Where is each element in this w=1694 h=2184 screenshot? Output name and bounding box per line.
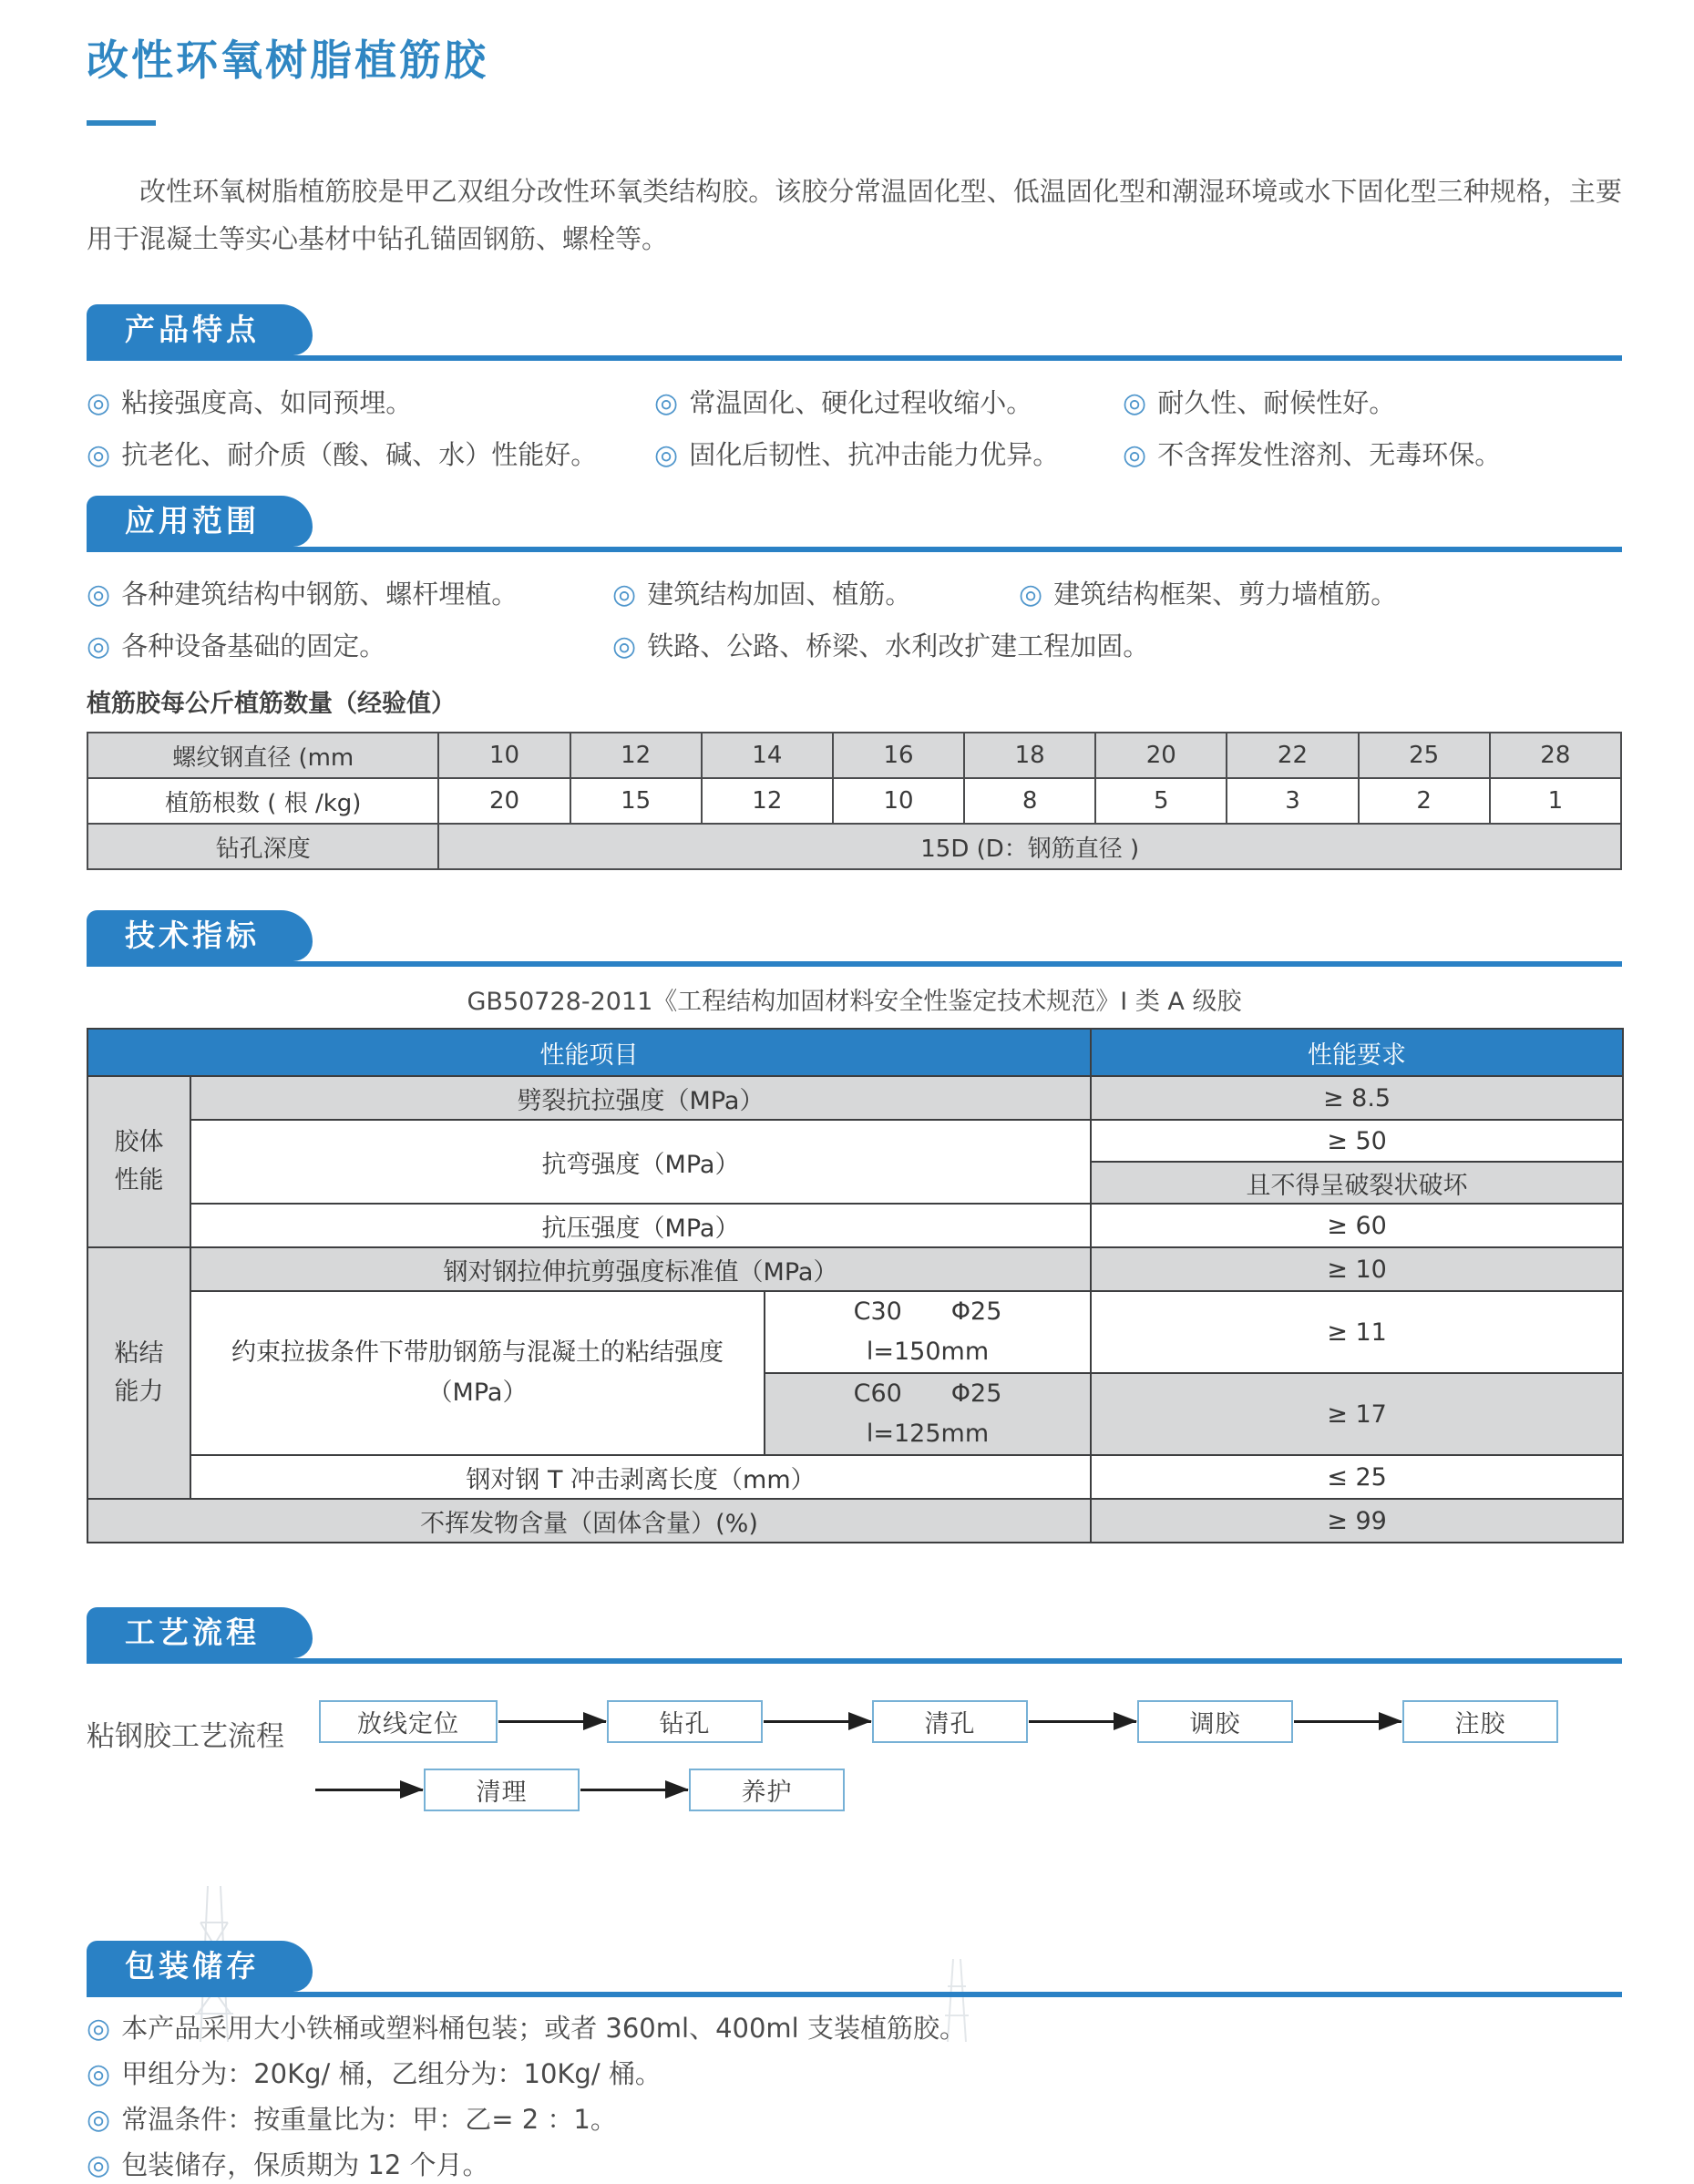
feature-text: 不含挥发性溶剂、无毒环保。 (1157, 439, 1502, 470)
arrow-right-icon (1294, 1720, 1401, 1723)
dosage-count-value: 15 (570, 778, 702, 824)
feature-text: 常温固化、硬化过程收缩小。 (689, 387, 1033, 418)
bullseye-icon: ◎ (87, 631, 111, 662)
tech-banner: 技术指标 (87, 910, 313, 961)
bullseye-icon: ◎ (87, 2058, 111, 2090)
applications-banner: 应用范围 (87, 496, 313, 547)
dosage-row-count (87, 778, 1621, 824)
features-list (87, 385, 1622, 474)
tech-split-label: 劈裂抗拉强度（MPa） (190, 1076, 1091, 1120)
packaging-text: 包装储存，保质期为 12 个月。 (121, 2149, 489, 2180)
packaging-text: 常温条件：按重量比为：甲：乙= 2 ：1。 (121, 2104, 617, 2135)
dosage-count-value: 10 (833, 778, 964, 824)
bullseye-icon: ◎ (1123, 439, 1147, 471)
process-banner: 工艺流程 (87, 1607, 313, 1658)
tech-bondstr-label: 约束拉拔条件下带肋钢筋与混凝土的粘结强度 （MPa） (190, 1291, 765, 1455)
flow-step: 养护 (689, 1769, 845, 1811)
applications-list (87, 576, 1622, 665)
feature-item (1123, 385, 1622, 422)
bullseye-icon: ◎ (612, 631, 637, 662)
application-text: 各种设备基础的固定。 (121, 631, 386, 661)
title-underline (87, 120, 156, 126)
dosage-count-value: 3 (1227, 778, 1358, 824)
dosage-depth-label: 钻孔深度 (87, 824, 438, 869)
dosage-count-value: 20 (438, 778, 570, 824)
dosage-count-value: 8 (964, 778, 1095, 824)
application-item (87, 628, 612, 665)
feature-item (654, 436, 1123, 474)
applications-banner-row (87, 496, 1622, 552)
arrow-right-icon (315, 1789, 423, 1791)
tech-peel-label: 钢对钢 T 冲击剥离长度（mm） (190, 1455, 1091, 1499)
packaging-text: 甲组分为：20Kg/ 桶，乙组分为：10Kg/ 桶。 (121, 2058, 662, 2089)
bullseye-icon: ◎ (87, 2104, 111, 2136)
features-banner: 产品特点 (87, 304, 313, 355)
process-banner-row (87, 1607, 1622, 1664)
feature-text: 抗老化、耐介质（酸、碱、水）性能好。 (121, 439, 598, 470)
section-features (87, 304, 1622, 474)
dosage-count-value: 12 (702, 778, 833, 824)
bullseye-icon: ◎ (612, 579, 637, 610)
tech-banner-row (87, 910, 1622, 967)
tech-bend-note: 且不得呈破裂状破坏 (1091, 1162, 1623, 1204)
dosage-row-depth (87, 824, 1621, 869)
tech-standard-caption: GB50728-2011《工程结构加固材料安全性鉴定技术规范》I 类 A 级胶 (467, 988, 1242, 1016)
bullseye-icon: ◎ (87, 387, 111, 419)
packaging-item (87, 2010, 1622, 2047)
tech-split-value: ≥ 8.5 (1091, 1076, 1623, 1120)
dosage-diameter-value: 16 (833, 733, 964, 778)
feature-item (654, 385, 1123, 422)
process-label: 粘钢胶工艺流程 (87, 1720, 284, 1753)
tech-row-peel (87, 1455, 1623, 1499)
packaging-list (87, 2010, 1622, 2184)
tech-solid-label: 不挥发物含量（固体含量）(%) (87, 1499, 1091, 1543)
feature-text: 粘接强度高、如同预埋。 (121, 387, 413, 418)
tech-group-bond: 粘结能力 (87, 1247, 190, 1499)
application-item (612, 628, 1150, 665)
bullseye-icon: ◎ (87, 439, 111, 471)
dosage-diameter-value: 18 (964, 733, 1095, 778)
packaging-banner-row (87, 1941, 1622, 1997)
flow-step: 放线定位 (319, 1700, 498, 1743)
dosage-diameter-value: 28 (1490, 733, 1621, 778)
features-banner-row (87, 304, 1622, 361)
process-flowchart (87, 1700, 1622, 1901)
flow-row-1 (319, 1700, 1622, 1743)
tech-comp-value: ≥ 60 (1091, 1204, 1623, 1247)
tech-bend-label: 抗弯强度（MPa） (190, 1120, 1091, 1204)
dosage-row-diameter (87, 733, 1621, 778)
packaging-banner: 包装储存 (87, 1941, 313, 1992)
bullseye-icon: ◎ (654, 439, 679, 471)
section-applications (87, 496, 1622, 870)
flow-step: 注胶 (1402, 1700, 1558, 1743)
tech-row-bend (87, 1120, 1623, 1162)
application-item (612, 576, 1019, 613)
page (0, 27, 1694, 2184)
packaging-item (87, 2056, 1622, 2093)
feature-text: 固化后韧性、抗冲击能力优异。 (689, 439, 1060, 470)
tech-header-row (87, 1029, 1623, 1076)
flow-step: 调胶 (1137, 1700, 1293, 1743)
bullseye-icon: ◎ (87, 2013, 111, 2045)
feature-item (87, 436, 654, 474)
bullseye-icon: ◎ (87, 579, 111, 610)
bullseye-icon: ◎ (87, 2149, 111, 2181)
dosage-count-value: 1 (1490, 778, 1621, 824)
tech-c60-value: ≥ 17 (1091, 1373, 1623, 1455)
tech-row-split (87, 1076, 1623, 1120)
tech-group-glue: 胶体性能 (87, 1076, 190, 1247)
arrow-right-icon (1029, 1720, 1136, 1723)
feature-text: 耐久性、耐候性好。 (1157, 387, 1396, 418)
feature-item (1123, 436, 1622, 474)
packaging-item (87, 2147, 1622, 2184)
dosage-diameter-value: 20 (1095, 733, 1227, 778)
arrow-right-icon (764, 1720, 871, 1723)
tech-bend-value: ≥ 50 (1091, 1120, 1623, 1162)
dosage-diameter-value: 12 (570, 733, 702, 778)
tech-c60-cond: C60 Φ25 l=125mm (765, 1373, 1091, 1455)
tech-header-item: 性能项目 (87, 1029, 1091, 1076)
section-packaging (87, 1941, 1622, 2184)
arrow-right-icon (580, 1789, 688, 1791)
page-title: 改性环氧树脂植筋胶 (87, 36, 488, 85)
bullseye-icon: ◎ (1123, 387, 1147, 419)
packaging-text: 本产品采用大小铁桶或塑料桶包装；或者 360ml、400ml 支装植筋胶。 (121, 2013, 966, 2044)
arrow-right-icon (498, 1720, 606, 1723)
dosage-diameter-label: 螺纹钢直径 (mm (87, 733, 438, 778)
tech-peel-value: ≤ 25 (1091, 1455, 1623, 1499)
tech-shear-value: ≥ 10 (1091, 1247, 1623, 1291)
dosage-diameter-value: 25 (1359, 733, 1490, 778)
tech-solid-value: ≥ 99 (1091, 1499, 1623, 1543)
tech-comp-label: 抗压强度（MPa） (190, 1204, 1091, 1247)
dosage-table-caption: 植筋胶每公斤植筋数量（经验值） (87, 690, 456, 718)
intro-paragraph: 改性环氧树脂植筋胶是甲乙双组分改性环氧类结构胶。该胶分常温固化型、低温固化型和潮湿环境或水下固化型三种规格，主要用于混凝土等实心基材中钻孔锚固钢筋、螺栓等。 (87, 176, 1622, 254)
tech-c30-cond: C30 Φ25 l=150mm (765, 1291, 1091, 1373)
tech-table (87, 1028, 1624, 1543)
flow-step: 钻孔 (607, 1700, 763, 1743)
application-text: 建筑结构框架、剪力墙植筋。 (1053, 579, 1398, 610)
tech-row-shear (87, 1247, 1623, 1291)
application-text: 铁路、公路、桥梁、水利改扩建工程加固。 (647, 631, 1150, 661)
bullseye-icon: ◎ (654, 387, 679, 419)
packaging-item (87, 2101, 1622, 2138)
dosage-depth-value: 15D (D：钢筋直径 ) (438, 824, 1621, 869)
tech-row-solid (87, 1499, 1623, 1543)
tech-c30-value: ≥ 11 (1091, 1291, 1623, 1373)
dosage-count-label: 植筋根数 ( 根 /kg) (87, 778, 438, 824)
dosage-diameter-value: 22 (1227, 733, 1358, 778)
dosage-count-value: 2 (1359, 778, 1490, 824)
application-item (1019, 576, 1622, 613)
application-item (87, 576, 612, 613)
dosage-diameter-value: 10 (438, 733, 570, 778)
tech-header-req: 性能要求 (1091, 1029, 1623, 1076)
section-process (87, 1607, 1622, 1901)
section-tech (87, 910, 1622, 1543)
bullseye-icon: ◎ (1019, 579, 1043, 610)
feature-item (87, 385, 654, 422)
flow-step: 清孔 (872, 1700, 1028, 1743)
tech-shear-label: 钢对钢拉伸抗剪强度标准值（MPa） (190, 1247, 1091, 1291)
flow-step: 清理 (424, 1769, 580, 1811)
tech-row-bond-c30 (87, 1291, 1623, 1373)
application-text: 建筑结构加固、植筋。 (647, 579, 912, 610)
dosage-diameter-value: 14 (702, 733, 833, 778)
application-text: 各种建筑结构中钢筋、螺杆埋植。 (121, 579, 518, 610)
dosage-count-value: 5 (1095, 778, 1227, 824)
flow-row-2 (314, 1769, 1622, 1811)
dosage-table (87, 732, 1622, 870)
tech-row-compress (87, 1204, 1623, 1247)
